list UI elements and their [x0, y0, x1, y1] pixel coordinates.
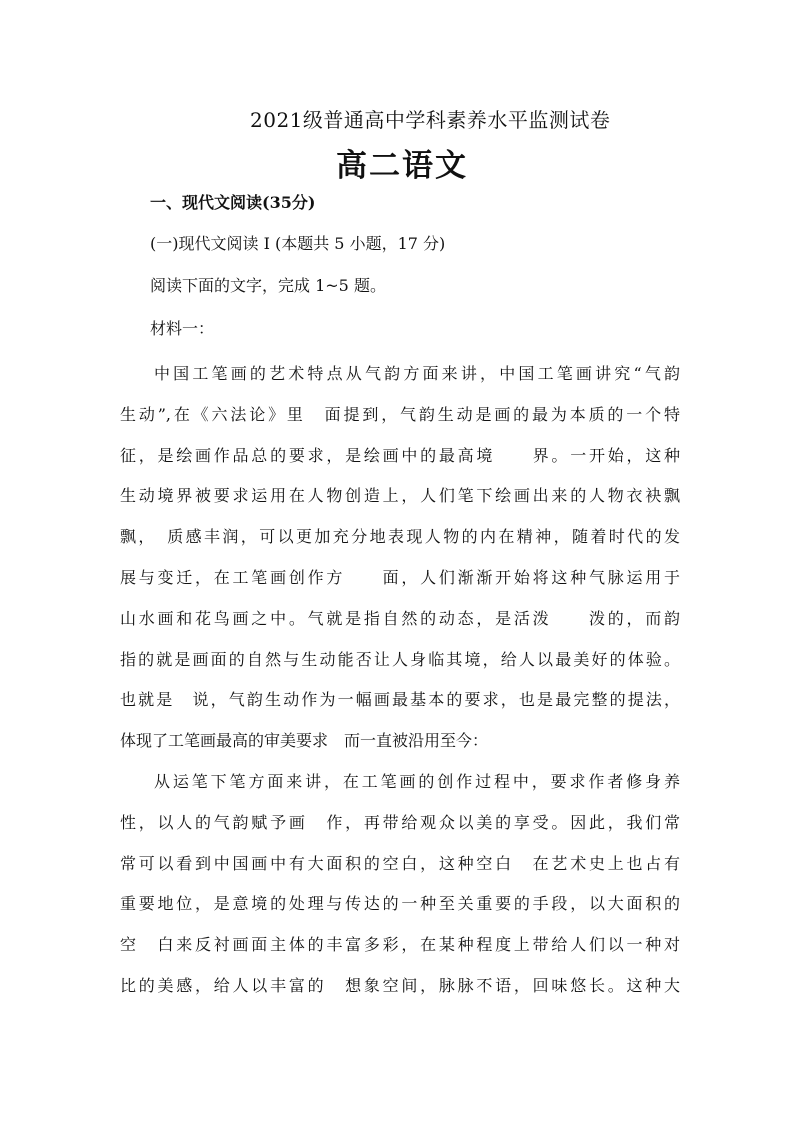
material-label: 材料一： [150, 319, 215, 338]
reading-instruction: 阅读下面的文字，完成 1~5 题。 [150, 276, 386, 295]
passage-line: 指的就是画面的自然与生动能否让人身临其境，给人以最美好的体验。 [120, 649, 680, 669]
passage-line: 也就是 说，气韵生动作为一幅画最基本的要求，也是最完整的提法， [120, 690, 680, 710]
passage-line: 生动”,在《六法论》里 面提到，气韵生动是画的最为本质的一个特 [120, 404, 680, 424]
passage-line: 飘， 质感丰润，可以更加充分地表现人物的内在精神，随着时代的发 [120, 527, 680, 547]
passage-line: 从运笔下笔方面来讲，在工笔画的创作过程中，要求作者修身养 [154, 771, 680, 791]
passage-line: 比的美感，给人以丰富的 想象空间，脉脉不语，回味悠长。这种大 [120, 975, 680, 995]
passage-line: 重要地位，是意境的处理与传达的一种至关重要的手段，以大面积的 [120, 894, 680, 914]
subsection-heading: (一)现代文阅读 I (本题共 5 小题，17 分) [150, 234, 446, 253]
passage-line: 性，以人的气韵赋予画 作，再带给观众以美的享受。因此，我们常 [120, 812, 680, 832]
passage-line: 体现了工笔画最高的审美要求 而一直被沿用至今： [120, 731, 489, 751]
passage-text [120, 354, 680, 1007]
passage-line: 中国工笔画的艺术特点从气韵方面来讲，中国工笔画讲究“气韵 [154, 364, 680, 383]
section-heading: 一、现代文阅读(35分) [150, 193, 316, 212]
passage-line: 生动境界被要求运用在人物创造上，人们笔下绘画出来的人物衣袂飘 [120, 486, 680, 506]
passage-line: 展与变迁，在工笔画创作方 面，人们渐渐开始将这种气脉运用于 [120, 567, 680, 587]
passage-line: 常可以看到中国画中有大面积的空白，这种空白 在艺术史上也占有 [120, 853, 680, 873]
passage-line: 征，是绘画作品总的要求，是绘画中的最高境 界。一开始，这种 [120, 445, 680, 465]
passage-line: 空 白来反衬画面主体的丰富多彩，在某种程度上带给人们以一种对 [120, 935, 680, 955]
exam-title: 2021级普通高中学科素养水平监测试卷 [250, 108, 611, 132]
passage-line: 山水画和花鸟画之中。气就是指自然的动态，是活泼 泼的，而韵 [120, 608, 680, 628]
subject-title: 高二语文 [336, 148, 468, 184]
